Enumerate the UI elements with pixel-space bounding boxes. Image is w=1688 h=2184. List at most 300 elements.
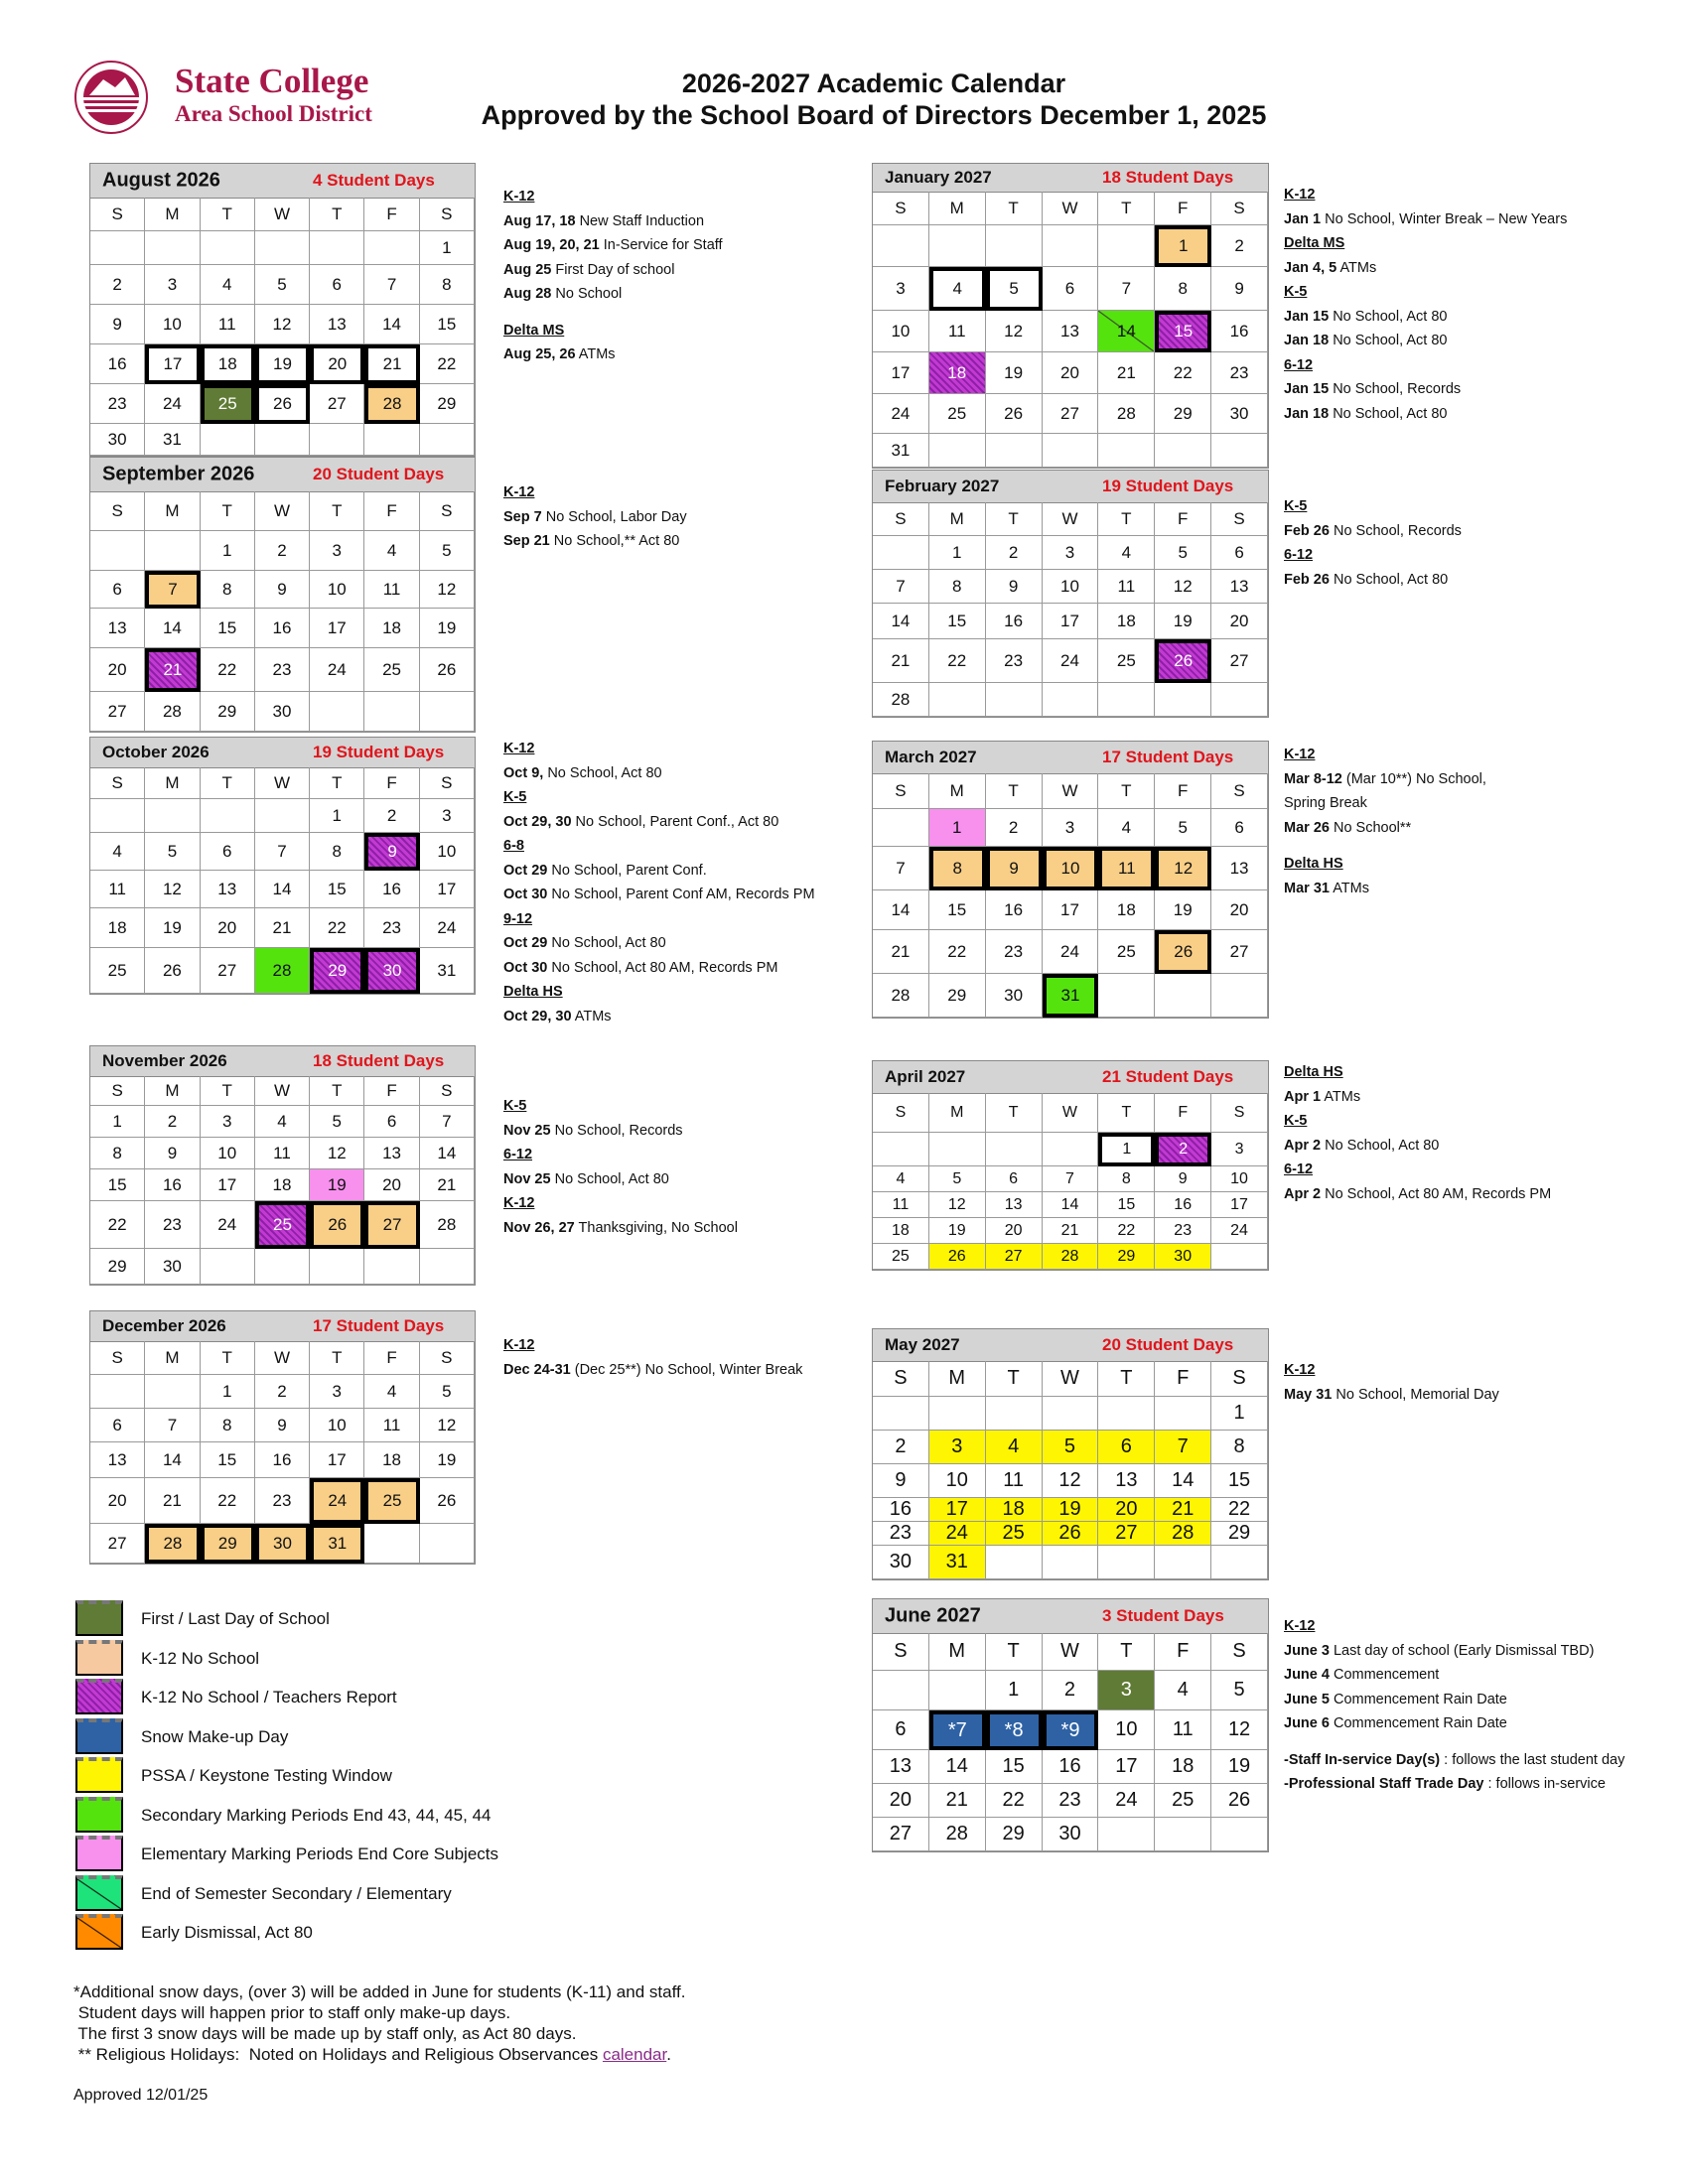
note-date: Oct 29, 30 xyxy=(503,1008,572,1024)
empty-day xyxy=(873,1397,929,1431)
note-date: June 3 xyxy=(1284,1642,1330,1659)
note-line xyxy=(503,480,687,505)
note-date: Nov 25 xyxy=(503,1122,551,1139)
calendar-day: 15 xyxy=(201,1442,255,1478)
note-line xyxy=(1284,840,1486,852)
calendar-day: 8 xyxy=(201,571,255,609)
weekday-header: W xyxy=(255,491,310,531)
calendar-day: 17 xyxy=(929,1498,986,1522)
calendar-day: 20 xyxy=(1043,352,1099,394)
calendar-day: 24 xyxy=(1043,930,1099,974)
calendar-day: 4 xyxy=(986,1431,1043,1464)
calendar-day: 11 xyxy=(201,305,255,344)
month-name: September 2026 xyxy=(102,463,255,485)
calendar-oct xyxy=(89,737,476,995)
calendar-day: 10 xyxy=(1211,1166,1268,1192)
calendar-day: 9 xyxy=(145,1138,200,1169)
calendar-day: 2 xyxy=(873,1431,929,1464)
note-date: Apr 2 xyxy=(1284,1137,1322,1154)
note-text: No School, Parent Conf. xyxy=(551,862,707,879)
calendar-day: 21 xyxy=(255,908,310,948)
notes-mar xyxy=(1284,743,1486,900)
weekday-header: S xyxy=(873,502,929,536)
note-line xyxy=(1284,1688,1624,1712)
note-line xyxy=(1284,1639,1624,1664)
calendar-day: 29 xyxy=(201,1524,255,1564)
weekday-header: S xyxy=(90,1341,145,1375)
calendar-day: 26 xyxy=(1155,930,1211,974)
note-heading: 6-12 xyxy=(1284,547,1314,563)
calendar-link[interactable]: calendar xyxy=(602,2045,667,2064)
weekday-header: M xyxy=(929,1093,986,1133)
legend-label: End of Semester Secondary / Elementary xyxy=(141,1883,452,1903)
note-date: Aug 28 xyxy=(503,286,552,302)
month-name: October 2026 xyxy=(102,743,210,761)
weekday-header: M xyxy=(145,491,200,531)
calendar-day: 24 xyxy=(1211,1218,1268,1244)
calendar-day: 1 xyxy=(90,1106,145,1138)
calendar-day: 18 xyxy=(255,1169,310,1201)
calendar-day: 26 xyxy=(255,384,310,424)
note-line xyxy=(503,282,723,307)
note-text: No School, Act 80 AM, Records PM xyxy=(1325,1185,1552,1202)
note-line xyxy=(1284,402,1567,427)
month-name: January 2027 xyxy=(885,168,992,187)
empty-day xyxy=(201,1249,255,1285)
weekday-header: S xyxy=(90,491,145,531)
weekday-header: S xyxy=(873,1361,929,1397)
empty-day xyxy=(1211,434,1268,468)
empty-day xyxy=(310,424,364,456)
calendar-day: 27 xyxy=(986,1244,1043,1270)
calendar-day: 22 xyxy=(1098,1218,1155,1244)
month-header xyxy=(873,742,1268,774)
calendar-day: 7 xyxy=(145,1409,200,1442)
calendar-day: 31 xyxy=(929,1546,986,1579)
weekday-header: S xyxy=(873,192,929,225)
calendar-day: 5 xyxy=(1155,536,1211,570)
student-days-count: 18 Student Days xyxy=(1102,168,1234,187)
calendar-day: 26 xyxy=(310,1201,364,1249)
calendar-day: 18 xyxy=(364,1442,419,1478)
calendar-day: 18 xyxy=(1155,1750,1211,1784)
empty-day xyxy=(201,424,255,456)
note-line xyxy=(1284,543,1462,568)
note-line xyxy=(1284,743,1486,767)
calendar-day: 14 xyxy=(364,305,419,344)
note-text: Thanksgiving, No School xyxy=(578,1219,738,1236)
calendar-day: 28 xyxy=(873,974,929,1018)
legend-label: First / Last Day of School xyxy=(141,1609,330,1628)
calendar-day: 31 xyxy=(873,434,929,468)
calendar-day: 25 xyxy=(873,1244,929,1270)
legend-swatch xyxy=(75,1600,123,1636)
calendar-day: 14 xyxy=(255,871,310,908)
month-header xyxy=(90,1311,475,1342)
calendar-day: 16 xyxy=(873,1498,929,1522)
empty-day xyxy=(1098,1546,1155,1579)
calendar-day: 21 xyxy=(929,1784,986,1818)
legend-swatch xyxy=(75,1797,123,1833)
weekday-header: S xyxy=(420,198,475,231)
calendar-day: 20 xyxy=(90,1478,145,1524)
month-name: May 2027 xyxy=(885,1335,960,1354)
note-heading: K-5 xyxy=(503,789,527,805)
note-date: Jan 15 xyxy=(1284,381,1330,397)
calendar-day: 1 xyxy=(929,536,986,570)
calendar-day: 30 xyxy=(364,948,419,994)
empty-day xyxy=(929,1671,986,1710)
calendar-day: 8 xyxy=(420,265,475,305)
note-date: -Staff In-service Day(s) xyxy=(1284,1751,1441,1768)
calendar-day: 12 xyxy=(1043,1464,1099,1498)
calendar-day: 10 xyxy=(929,1464,986,1498)
calendar-day: 31 xyxy=(1043,974,1099,1018)
note-line xyxy=(1284,1134,1551,1159)
calendar-day: 6 xyxy=(1098,1431,1155,1464)
calendar-day: 10 xyxy=(420,833,475,871)
weekday-header: T xyxy=(1098,192,1155,225)
calendar-day: 21 xyxy=(364,344,419,384)
calendar-day: 7 xyxy=(1098,267,1155,311)
calendar-day: 13 xyxy=(201,871,255,908)
month-header xyxy=(90,458,475,492)
calendar-day: 20 xyxy=(1211,604,1268,639)
empty-day xyxy=(90,1375,145,1409)
calendar-day: 2 xyxy=(90,265,145,305)
note-line xyxy=(503,883,815,907)
note-line xyxy=(1284,1748,1624,1773)
note-line xyxy=(503,319,723,343)
calendar-day: 25 xyxy=(986,1522,1043,1546)
empty-day xyxy=(310,692,364,732)
weekday-header: S xyxy=(420,1076,475,1106)
calendar-day: 11 xyxy=(1155,1710,1211,1750)
weekday-header: T xyxy=(310,198,364,231)
note-text: ATMs xyxy=(1324,1088,1361,1105)
calendar-day: 19 xyxy=(1211,1750,1268,1784)
weekday-header: F xyxy=(1155,1633,1211,1671)
weekday-header: F xyxy=(364,198,419,231)
calendar-day: 11 xyxy=(1098,847,1155,890)
calendar-day: 4 xyxy=(1155,1671,1211,1710)
calendar-day: 27 xyxy=(90,692,145,732)
weekday-header: W xyxy=(255,1341,310,1375)
calendar-day: 13 xyxy=(310,305,364,344)
note-line xyxy=(503,859,815,884)
calendar-day: 10 xyxy=(310,1409,364,1442)
calendar-day: 29 xyxy=(929,974,986,1018)
weekday-header: W xyxy=(255,198,310,231)
calendar-day: 29 xyxy=(201,692,255,732)
weekday-header: T xyxy=(1098,1361,1155,1397)
note-line xyxy=(503,931,815,956)
calendar-day: 15 xyxy=(90,1169,145,1201)
calendar-day: 6 xyxy=(1211,536,1268,570)
note-text: ATMs xyxy=(1333,880,1369,896)
calendar-day: 5 xyxy=(310,1106,364,1138)
month-name: February 2027 xyxy=(885,477,1000,495)
calendar-day: 3 xyxy=(310,1375,364,1409)
weekday-header: T xyxy=(986,192,1043,225)
note-heading: 6-8 xyxy=(503,838,524,854)
note-line xyxy=(1284,256,1567,281)
calendar-day: 8 xyxy=(1211,1431,1268,1464)
calendar-day: 25 xyxy=(364,1478,419,1524)
student-days-count: 19 Student Days xyxy=(313,743,445,761)
weekday-header: W xyxy=(1043,1361,1099,1397)
note-date: Oct 9, xyxy=(503,764,544,781)
weekday-header: M xyxy=(929,502,986,536)
calendar-day: 13 xyxy=(364,1138,419,1169)
note-date: June 4 xyxy=(1284,1667,1330,1683)
weekday-header: M xyxy=(145,1076,200,1106)
calendar-day: 18 xyxy=(90,908,145,948)
calendar-day: 26 xyxy=(929,1244,986,1270)
note-text: No School, Labor Day xyxy=(545,508,687,525)
student-days-count: 3 Student Days xyxy=(1102,1606,1224,1625)
note-line xyxy=(1284,791,1486,816)
calendar-day: 20 xyxy=(90,648,145,692)
calendar-day: 22 xyxy=(90,1201,145,1249)
legend-swatch xyxy=(75,1757,123,1793)
weekday-header: W xyxy=(1043,1093,1099,1133)
calendar-day: 19 xyxy=(1155,604,1211,639)
month-name: March 2027 xyxy=(885,748,977,766)
note-line xyxy=(503,1005,815,1029)
calendar-day: 13 xyxy=(90,609,145,648)
calendar-day: 30 xyxy=(145,1249,200,1285)
note-text: Commencement Rain Date xyxy=(1333,1691,1507,1707)
empty-day xyxy=(873,225,929,267)
calendar-day: 8 xyxy=(310,833,364,871)
weekday-header: F xyxy=(364,491,419,531)
note-line xyxy=(1284,1383,1499,1408)
calendar-day: 6 xyxy=(90,571,145,609)
legend-label: Elementary Marking Periods End Core Subjects xyxy=(141,1844,498,1863)
page-title xyxy=(397,68,1350,131)
calendar-may xyxy=(872,1328,1269,1580)
calendar-day: 27 xyxy=(201,948,255,994)
calendar-day: 22 xyxy=(929,639,986,683)
student-days-count: 19 Student Days xyxy=(1102,477,1234,495)
calendar-day: 10 xyxy=(201,1138,255,1169)
legend-item-semester xyxy=(75,1875,632,1911)
empty-day xyxy=(145,231,200,265)
calendar-day: 31 xyxy=(420,948,475,994)
empty-day xyxy=(1211,1546,1268,1579)
weekday-header: T xyxy=(1098,1633,1155,1671)
month-header xyxy=(873,1061,1268,1094)
calendar-day: 15 xyxy=(201,609,255,648)
calendar-mar xyxy=(872,741,1269,1019)
weekday-header: T xyxy=(1098,773,1155,809)
district-logo xyxy=(70,58,387,137)
calendar-day: 25 xyxy=(255,1201,310,1249)
weekday-header: S xyxy=(420,767,475,799)
note-line xyxy=(1284,280,1567,305)
calendar-day: 7 xyxy=(420,1106,475,1138)
note-date: Oct 30 xyxy=(503,887,548,902)
calendar-day: 21 xyxy=(1098,352,1155,394)
weekday-header: W xyxy=(1043,192,1099,225)
calendar-day: 24 xyxy=(1043,639,1099,683)
empty-day xyxy=(364,692,419,732)
weekday-header: S xyxy=(90,1076,145,1106)
calendar-day: 15 xyxy=(1155,311,1211,352)
calendar-day: 15 xyxy=(929,890,986,930)
calendar-day: 13 xyxy=(1211,570,1268,604)
calendar-day: 27 xyxy=(1043,394,1099,434)
calendar-day: 8 xyxy=(929,570,986,604)
calendar-day: 10 xyxy=(1043,847,1099,890)
notes-feb xyxy=(1284,494,1462,592)
notes-may xyxy=(1284,1358,1499,1407)
note-heading: Delta HS xyxy=(1284,856,1343,872)
weekday-header: T xyxy=(1098,1093,1155,1133)
calendar-day: 10 xyxy=(873,311,929,352)
empty-day xyxy=(201,799,255,833)
empty-day xyxy=(986,1546,1043,1579)
note-line xyxy=(1284,1060,1551,1085)
footnote-line1: *Additional snow days, (over 3) will be added in June for students (K-11) and staff. xyxy=(73,1982,686,2001)
calendar-day: 29 xyxy=(1211,1522,1268,1546)
note-heading: 9-12 xyxy=(503,910,533,927)
note-line xyxy=(1284,1772,1624,1797)
calendar-day: 29 xyxy=(420,384,475,424)
calendar-day: 11 xyxy=(986,1464,1043,1498)
note-line xyxy=(503,1143,738,1167)
calendar-day: 25 xyxy=(201,384,255,424)
note-text: : follows in-service xyxy=(1487,1776,1606,1792)
calendar-day: 14 xyxy=(420,1138,475,1169)
note-text: No School, Records xyxy=(1333,381,1462,397)
note-text: ATMs xyxy=(1339,259,1377,276)
calendar-day: 3 xyxy=(310,531,364,571)
note-line xyxy=(1284,852,1486,877)
empty-day xyxy=(145,799,200,833)
empty-day xyxy=(1043,1397,1099,1431)
note-date: Jan 1 xyxy=(1284,210,1322,227)
empty-day xyxy=(420,1524,475,1564)
empty-day xyxy=(929,1397,986,1431)
weekday-header: F xyxy=(364,1076,419,1106)
note-heading: K-12 xyxy=(503,189,535,205)
calendar-day: 16 xyxy=(255,1442,310,1478)
calendar-day: 22 xyxy=(420,344,475,384)
empty-day xyxy=(420,692,475,732)
notes-oct xyxy=(503,737,815,1028)
calendar-day: 15 xyxy=(420,305,475,344)
calendar-day: 18 xyxy=(201,344,255,384)
calendar-day: 5 xyxy=(1043,1431,1099,1464)
calendar-day: 15 xyxy=(310,871,364,908)
note-line xyxy=(1284,1711,1624,1736)
weekday-header: S xyxy=(1211,502,1268,536)
weekday-header: T xyxy=(986,773,1043,809)
calendar-day: 22 xyxy=(201,648,255,692)
empty-day xyxy=(90,799,145,833)
empty-day xyxy=(1098,434,1155,468)
notes-aug xyxy=(503,185,723,367)
calendar-day: 19 xyxy=(929,1218,986,1244)
calendar-day: 20 xyxy=(310,344,364,384)
calendar-day: 29 xyxy=(1155,394,1211,434)
calendar-day: 19 xyxy=(420,1442,475,1478)
calendar-day: 4 xyxy=(90,833,145,871)
note-line xyxy=(1284,1736,1624,1748)
calendar-day: 24 xyxy=(1098,1784,1155,1818)
calendar-day: 20 xyxy=(201,908,255,948)
legend-swatch xyxy=(75,1679,123,1714)
calendar-day: 14 xyxy=(145,609,200,648)
calendar-day: 7 xyxy=(1043,1166,1099,1192)
empty-day xyxy=(1043,434,1099,468)
calendar-day: 23 xyxy=(1211,352,1268,394)
calendar-day: 28 xyxy=(1043,1244,1099,1270)
calendar-day: 21 xyxy=(1155,1498,1211,1522)
calendar-day: 1 xyxy=(310,799,364,833)
note-date: Aug 17, 18 xyxy=(503,212,576,229)
calendar-day: 24 xyxy=(201,1201,255,1249)
note-line xyxy=(503,529,687,554)
calendar-day: 24 xyxy=(420,908,475,948)
note-text: In-Service for Staff xyxy=(603,237,723,253)
weekday-header: T xyxy=(201,1076,255,1106)
empty-day xyxy=(929,434,986,468)
calendar-day: 14 xyxy=(145,1442,200,1478)
note-line xyxy=(503,761,815,786)
note-date: June 5 xyxy=(1284,1691,1330,1707)
note-date: Oct 29 xyxy=(503,862,548,879)
calendar-day: 11 xyxy=(255,1138,310,1169)
calendar-day: 9 xyxy=(1211,267,1268,311)
calendar-day: 5 xyxy=(1211,1671,1268,1710)
note-line xyxy=(503,505,687,530)
calendar-day: 25 xyxy=(1155,1784,1211,1818)
calendar-day: 28 xyxy=(1155,1522,1211,1546)
empty-day xyxy=(145,1375,200,1409)
empty-day xyxy=(1043,1133,1099,1166)
note-date: Sep 7 xyxy=(503,508,542,525)
calendar-day: 2 xyxy=(986,809,1043,847)
note-date: Jan 18 xyxy=(1284,333,1330,348)
calendar-day: 15 xyxy=(1098,1192,1155,1218)
calendar-day: 16 xyxy=(145,1169,200,1201)
note-heading: K-12 xyxy=(503,741,535,756)
empty-day xyxy=(310,231,364,265)
note-heading: K-12 xyxy=(1284,747,1316,762)
weekday-header: S xyxy=(1211,1093,1268,1133)
note-line xyxy=(503,1094,738,1119)
note-heading: 6-12 xyxy=(1284,1161,1314,1177)
calendar-day: 14 xyxy=(1155,1464,1211,1498)
empty-day xyxy=(201,231,255,265)
calendar-day: 28 xyxy=(145,692,200,732)
weekday-header: M xyxy=(929,1633,986,1671)
weekday-header: T xyxy=(986,1361,1043,1397)
notes-jun xyxy=(1284,1614,1624,1797)
weekday-header: S xyxy=(420,491,475,531)
calendar-day: 15 xyxy=(986,1750,1043,1784)
note-text: ATMs xyxy=(578,346,616,362)
weekday-header: T xyxy=(201,198,255,231)
calendar-nov xyxy=(89,1045,476,1286)
note-text: Commencement Rain Date xyxy=(1333,1715,1507,1731)
calendar-day: 24 xyxy=(929,1522,986,1546)
calendar-day: 18 xyxy=(873,1218,929,1244)
weekday-header: M xyxy=(929,773,986,809)
